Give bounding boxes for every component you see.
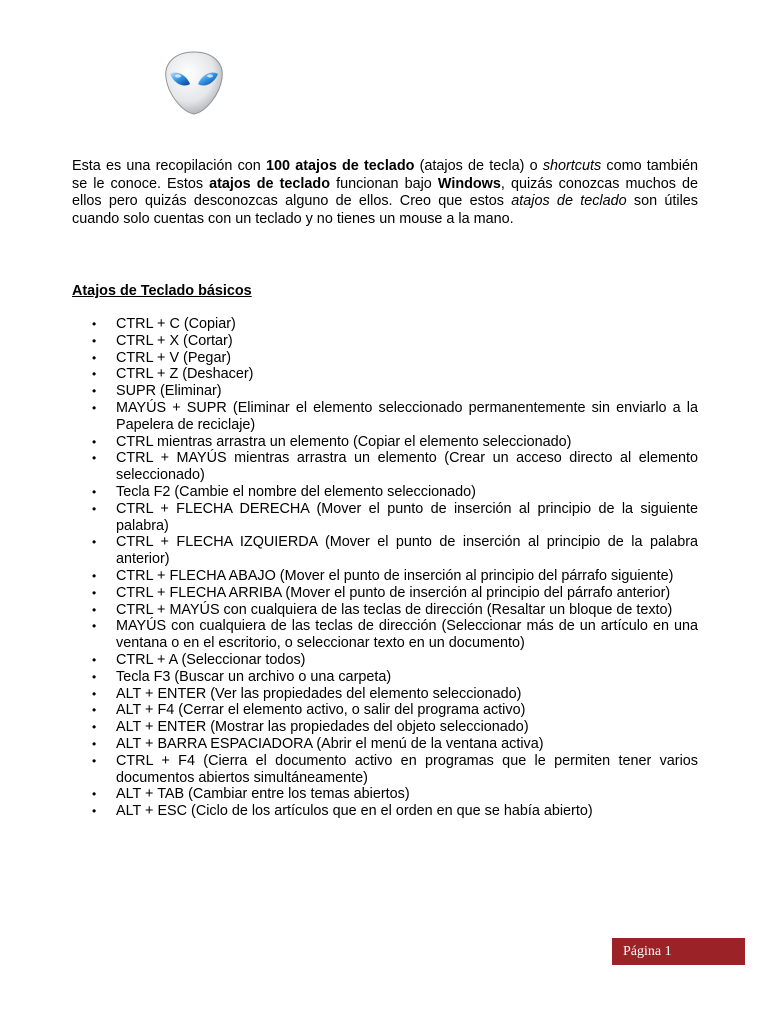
list-item: • CTRL + V (Pegar) (72, 350, 698, 367)
list-item: • Tecla F2 (Cambie el nombre del elemento seleccionado) (72, 484, 698, 501)
intro-text: Esta es una recopilación con (72, 158, 267, 174)
list-item: • CTRL + MAYÚS con cualquiera de las teclas de dirección (Resaltar un bloque de texto) (72, 602, 698, 619)
list-item: • CTRL + A (Seleccionar todos) (72, 652, 698, 669)
list-item: • CTRL + FLECHA ARRIBA (Mover el punto de inserción al principio del párrafo anterior) (72, 585, 698, 602)
section-heading: Atajos de Teclado básicos (72, 283, 252, 299)
shortcut-list (72, 316, 698, 820)
list-item: • SUPR (Eliminar) (72, 383, 698, 400)
list-item: • ALT + TAB (Cambiar entre los temas abiertos) (72, 786, 698, 803)
intro-text: como también se le conoce. Estos (72, 158, 698, 192)
list-item: • ALT + F4 (Cerrar el elemento activo, o salir del programa activo) (72, 702, 698, 719)
list-item: • ALT + BARRA ESPACIADORA (Abrir el menú de la ventana activa) (72, 736, 698, 753)
list-item: • ALT + ENTER (Mostrar las propiedades del objeto seleccionado) (72, 719, 698, 736)
intro-text: funcionan bajo (330, 175, 438, 192)
list-item: • CTRL + Z (Deshacer) (72, 366, 698, 383)
list-item: • CTRL + C (Copiar) (72, 316, 698, 333)
list-item: • CTRL + F4 (Cierra el documento activo en programas que le permiten tener varios documentos abiertos simultáneamente) (72, 753, 698, 787)
page-number-badge: Página 1 (612, 938, 745, 965)
list-item: • CTRL + FLECHA DERECHA (Mover el punto de inserción al principio de la siguiente palabra) (72, 501, 698, 535)
list-item: • CTRL + FLECHA IZQUIERDA (Mover el punto de inserción al principio de la palabra anterior) (72, 534, 698, 568)
list-item: • Tecla F3 (Buscar un archivo o una carpeta) (72, 669, 698, 686)
list-item: • ALT + ENTER (Ver las propiedades del elemento seleccionado) (72, 686, 698, 703)
list-item: • MAYÚS + SUPR (Eliminar el elemento seleccionado permanentemente sin enviarlo a la Papelera de reciclaje) (72, 400, 698, 434)
intro-bold: atajos de teclado (209, 175, 331, 192)
intro-text: (atajos de tecla) o (414, 158, 543, 174)
intro-bold: 100 atajos de teclado (266, 158, 415, 174)
alien-head-icon (162, 50, 226, 116)
list-item: • CTRL + X (Cortar) (72, 333, 698, 350)
list-item: • CTRL mientras arrastra un elemento (Copiar el elemento seleccionado) (72, 434, 698, 451)
list-item: • CTRL + MAYÚS mientras arrastra un elemento (Crear un acceso directo al elemento seleccionado) (72, 450, 698, 484)
list-item: • MAYÚS con cualquiera de las teclas de dirección (Seleccionar más de un artículo en una ventana o en el escritorio, o seleccionar texto en un documento) (72, 618, 698, 652)
intro-text: , quizás conozcas muchos de ellos pero quizás desconozcas alguno de ellos. Creo que estos (72, 175, 698, 210)
intro-italic: atajos de teclado (511, 193, 627, 210)
list-item: • CTRL + FLECHA ABAJO (Mover el punto de inserción al principio del párrafo siguiente) (72, 568, 698, 585)
intro-text: son útiles cuando solo cuentas con un teclado y no tienes un mouse a la mano. (72, 193, 699, 227)
list-item: • ALT + ESC (Ciclo de los artículos que en el orden en que se había abierto) (72, 803, 698, 820)
intro-italic: shortcuts (542, 158, 602, 174)
intro-bold: Windows (437, 175, 501, 192)
intro-paragraph (72, 158, 698, 228)
